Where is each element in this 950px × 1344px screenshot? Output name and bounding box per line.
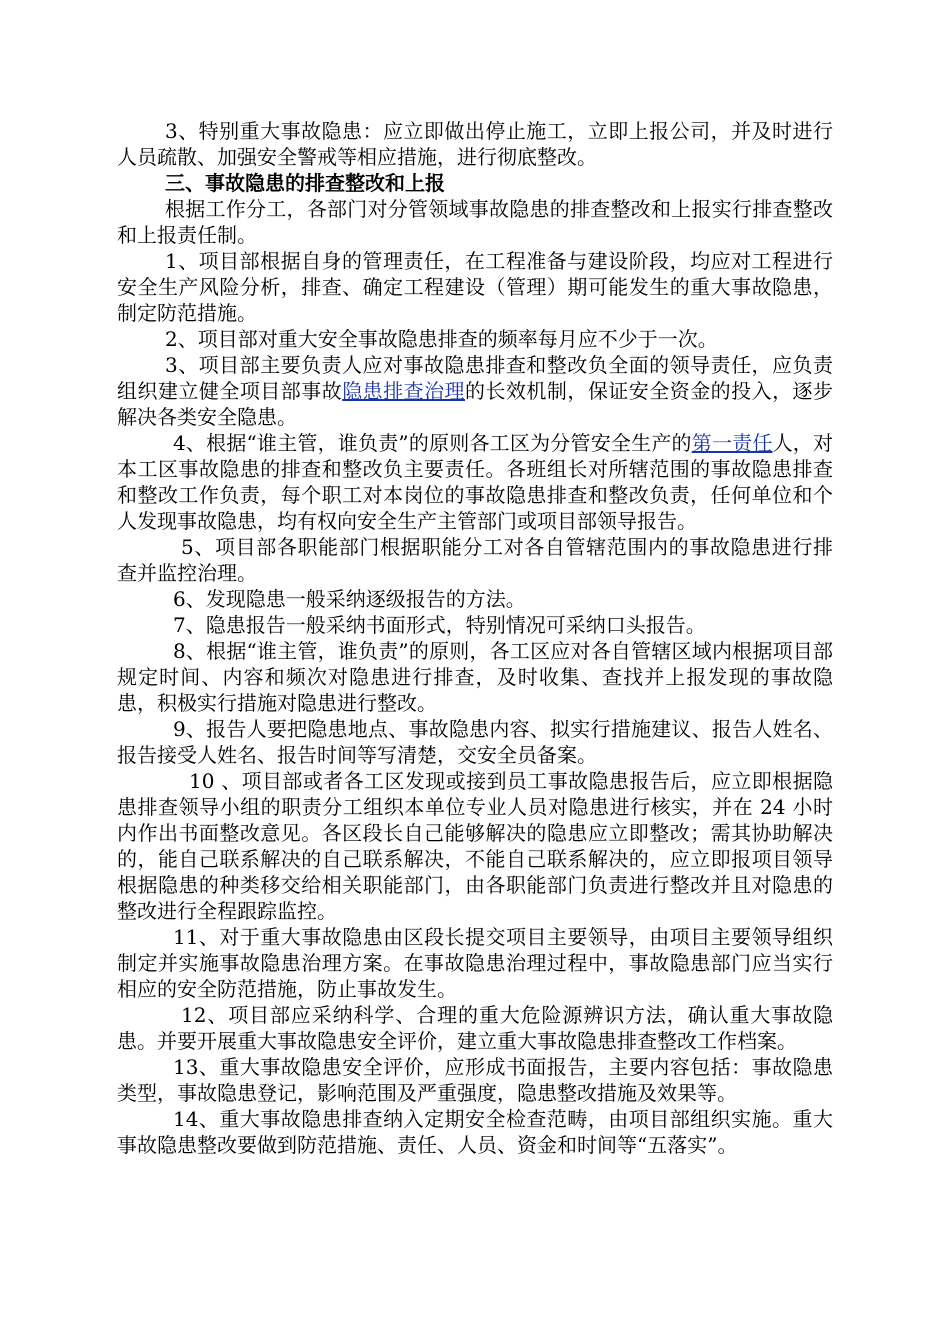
paragraph-special-hazard: 3、特别重大事故隐患：应立即做出停止施工，立即上报公司，并及时进行人员疏散、加强安全警戒等相应措施，进行彻底整改。 [117,119,833,169]
paragraph-item-5: 5、项目部各职能部门根据职能分工对各自管辖范围内的事故隐患进行排查并监控治理。 [117,535,833,585]
section-heading: 三、事故隐患的排查整改和上报 [165,171,445,195]
paragraph-item-10: 10 、项目部或者各工区发现或接到员工事故隐患报告后，应立即根据隐患排查领导小组的职责分工组织本单位专业人员对隐患进行核实，并在 24 小时内作出书面整改意见。各区段长自己能够解决的隐患应立即整改；需其协助解决的，能自己联系解决的自己联系解决，不能自己联系解决的，应立即报项目领导根据隐患的种类移交给相关职能部门，由各职能部门负责进行整改并且对隐患的整改进行全程跟踪监控。 [117,769,833,923]
paragraph-item-7: 7、隐患报告一般采纳书面形式，特别情况可采纳口头报告。 [173,613,706,637]
item-4-text-b: 人，对本工区事故隐患的排查和整改负主要责任。各班组长对所辖范围的事故隐患排查和整改工作负责，每个职工对本岗位的事故隐患排查和整改负责，任何单位和个人发现事故隐患，均有权向安全生产主管部门或项目部领导报告。 [117,431,833,533]
paragraph-item-8: 8、根据“谁主管，谁负责”的原则，各工区应对各自管辖区域内根据项目部规定时间、内容和频次对隐患进行排查，及时收集、查找并上报发现的事故隐患，积极实行措施对隐患进行整改。 [117,639,833,715]
item-3-text-a: 3、项目部主要负责人应对事故隐患排查和整改负全面的领导责任，应负责组织建立健全项目部事故 [117,353,833,403]
paragraph-item-2: 2、项目部对重大安全事故隐患排查的频率每月应不少于一次。 [165,327,718,351]
paragraph-item-3 [117,352,833,430]
paragraph-item-11: 11、对于重大事故隐患由区段长提交项目主要领导，由项目主要领导组织制定并实施事故隐患治理方案。在事故隐患治理过程中，事故隐患部门应当实行相应的安全防范措施，防止事故发生。 [117,925,833,1001]
paragraph-item-9: 9、报告人要把隐患地点、事故隐患内容、拟实行措施建议、报告人姓名、报告接受人姓名、报告时间等写清楚，交安全员备案。 [117,717,833,767]
paragraph-item-14: 14、重大事故隐患排查纳入定期安全检查范畴，由项目部组织实施。重大事故隐患整改要做到防范措施、责任、人员、资金和时间等“五落实”。 [117,1107,833,1157]
paragraph-intro: 根据工作分工，各部门对分管领域事故隐患的排查整改和上报实行排查整改和上报责任制。 [117,197,833,247]
item-3-text-b: 的长效机制，保证安全资金的投入，逐步解决各类安全隐患。 [117,379,834,429]
paragraph-item-6: 6、发现隐患一般采纳逐级报告的方法。 [173,587,526,611]
paragraph-item-1: 1、项目部根据自身的管理责任，在工程准备与建设阶段，均应对工程进行安全生产风险分析，排查、确定工程建设（管理）期可能发生的重大事故隐患，制定防范措施。 [117,249,833,325]
paragraph-item-12: 12、项目部应采纳科学、合理的重大危险源辨识方法，确认重大事故隐患。并要开展重大事故隐患安全评价，建立重大事故隐患排查整改工作档案。 [117,1003,833,1053]
paragraph-item-4 [117,430,833,534]
paragraph-item-13: 13、重大事故隐患安全评价，应形成书面报告，主要内容包括：事故隐患类型，事故隐患登记，影响范围及严重强度，隐患整改措施及效果等。 [117,1055,833,1105]
hazard-governance-link[interactable]: 隐患排查治理 [342,379,466,403]
document-page [117,118,833,1158]
first-responsibility-link[interactable]: 第一责任 [691,431,773,455]
item-4-text-a: 4、根据“谁主管，谁负责”的原则各工区为分管安全生产的 [173,431,692,455]
